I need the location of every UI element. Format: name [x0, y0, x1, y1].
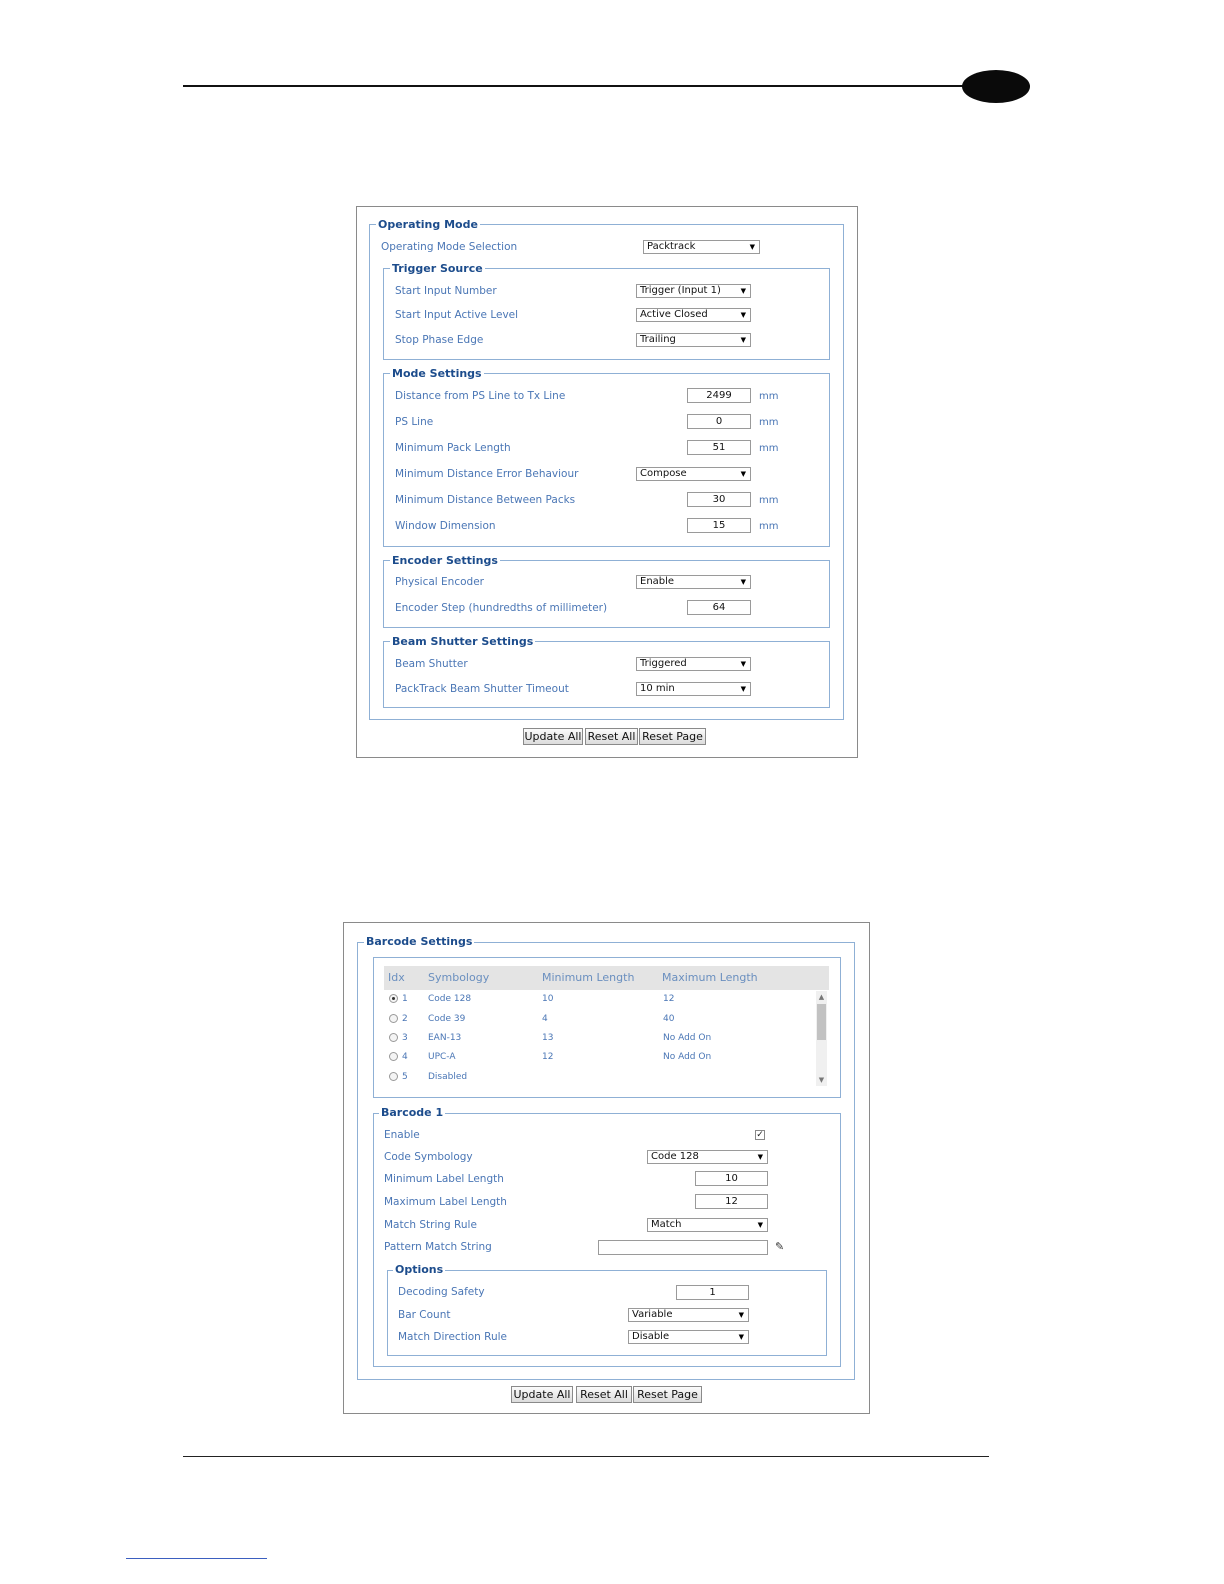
chevron-down-icon: ▼ [740, 470, 746, 478]
barcode-update-all-button[interactable]: Update All [511, 1386, 573, 1403]
trigger-source-title: Trigger Source [392, 262, 483, 275]
distance-ps-tx-label: Distance from PS Line to Tx Line [395, 390, 566, 402]
match-direction-rule-value: Disable [632, 1331, 670, 1342]
update-all-button[interactable]: Update All [524, 730, 582, 743]
operating-mode-selection-dropdown[interactable] [643, 240, 760, 254]
table-cell-idx: 5 [402, 1072, 408, 1082]
beam-shutter-timeout-label: PackTrack Beam Shutter Timeout [395, 683, 569, 695]
reset-page-button[interactable]: Reset Page [639, 728, 706, 745]
chevron-down-icon: ▼ [738, 1311, 744, 1319]
min-distance-error-dropdown[interactable] [636, 467, 751, 481]
row-select-radio[interactable] [389, 994, 398, 1003]
table-scrollbar-thumb[interactable] [817, 1004, 826, 1040]
chevron-down-icon: ▼ [740, 287, 746, 295]
chevron-down-icon: ▼ [757, 1221, 763, 1229]
min-label-length-label: Minimum Label Length [384, 1173, 504, 1185]
barcode-reset-page-button[interactable]: Reset Page [633, 1386, 702, 1403]
bar-count-dropdown[interactable] [628, 1308, 749, 1322]
min-distance-error-label: Minimum Distance Error Behaviour [395, 468, 579, 480]
chevron-down-icon: ▼ [740, 660, 746, 668]
reset-all-button[interactable]: Reset All [585, 728, 638, 745]
pattern-match-string-input[interactable] [598, 1240, 768, 1255]
table-cell-max: 12 [663, 994, 675, 1004]
options-title: Options [395, 1263, 444, 1276]
beam-shutter-timeout-value: 10 min [640, 683, 675, 694]
chevron-down-icon: ▼ [740, 311, 746, 319]
stop-phase-edge-value: Trailing [640, 334, 676, 345]
physical-encoder-label: Physical Encoder [395, 576, 484, 588]
stop-phase-edge-label: Stop Phase Edge [395, 334, 484, 346]
scroll-up-arrow-icon[interactable]: ▲ [818, 993, 825, 1001]
pencil-edit-icon[interactable]: ✎ [775, 1240, 785, 1253]
beam-shutter-label: Beam Shutter [395, 658, 468, 670]
code-symbology-dropdown[interactable] [647, 1150, 768, 1164]
table-cell-max: No Add On [663, 1052, 712, 1062]
table-cell-symbology: Disabled [428, 1072, 468, 1082]
decoding-safety-input[interactable]: 1 [676, 1285, 749, 1300]
window-dimension-label: Window Dimension [395, 520, 496, 532]
table-cell-min: 10 [542, 994, 554, 1004]
min-distance-between-input[interactable]: 30 [687, 492, 751, 507]
pattern-match-string-label: Pattern Match String [384, 1241, 492, 1253]
beam-shutter-timeout-dropdown[interactable] [636, 682, 751, 696]
table-cell-idx: 2 [402, 1014, 408, 1024]
operating-mode-title: Operating Mode [378, 218, 478, 231]
operating-mode-selection-value: Packtrack [647, 241, 696, 252]
match-string-rule-dropdown[interactable] [647, 1218, 768, 1232]
table-cell-idx: 4 [402, 1052, 408, 1062]
match-string-rule-value: Match [651, 1219, 682, 1230]
beam-shutter-fieldset [383, 641, 830, 708]
beam-shutter-dropdown[interactable] [636, 657, 751, 671]
start-input-number-value: Trigger (Input 1) [640, 285, 721, 296]
match-string-rule-label: Match String Rule [384, 1219, 477, 1231]
footer-rule [183, 1456, 989, 1457]
table-cell-idx: 1 [402, 994, 408, 1004]
ps-line-input[interactable]: 0 [687, 414, 751, 429]
beam-shutter-title: Beam Shutter Settings [392, 635, 534, 648]
bar-count-value: Variable [632, 1309, 673, 1320]
row-select-radio[interactable] [389, 1072, 398, 1081]
beam-shutter-value: Triggered [640, 658, 687, 669]
column-header-symbology: Symbology [428, 971, 490, 984]
barcode1-title: Barcode 1 [381, 1106, 444, 1119]
start-input-active-level-label: Start Input Active Level [395, 309, 519, 321]
table-cell-max: No Add On [663, 1033, 712, 1043]
ps-line-label: PS Line [395, 416, 434, 428]
table-cell-min: 13 [542, 1033, 554, 1043]
enable-checkbox[interactable]: ✓ [756, 1130, 764, 1140]
decoding-safety-label: Decoding Safety [398, 1286, 485, 1298]
start-input-active-level-value: Active Closed [640, 309, 708, 320]
start-input-number-label: Start Input Number [395, 285, 497, 297]
chevron-down-icon: ▼ [740, 685, 746, 693]
row-select-radio[interactable] [389, 1014, 398, 1023]
distance-ps-tx-input[interactable]: 2499 [687, 388, 751, 403]
distance-ps-tx-unit: mm [759, 391, 779, 402]
physical-encoder-dropdown[interactable] [636, 575, 751, 589]
chevron-down-icon: ▼ [749, 243, 755, 251]
row-select-radio[interactable] [389, 1052, 398, 1061]
min-distance-between-unit: mm [759, 495, 779, 506]
match-direction-rule-dropdown[interactable] [628, 1330, 749, 1344]
min-pack-length-label: Minimum Pack Length [395, 442, 511, 454]
footer-link-underline [126, 1558, 267, 1559]
match-direction-rule-label: Match Direction Rule [398, 1331, 508, 1343]
table-cell-symbology: Code 128 [428, 994, 472, 1004]
operating-mode-selection-label: Operating Mode Selection [381, 241, 518, 253]
encoder-step-input[interactable]: 64 [687, 600, 751, 615]
encoder-step-label: Encoder Step (hundredths of millimeter) [395, 602, 608, 614]
row-select-radio[interactable] [389, 1033, 398, 1042]
table-cell-max: 40 [663, 1014, 675, 1024]
encoder-settings-fieldset [383, 560, 830, 628]
table-cell-min: 4 [542, 1014, 548, 1024]
barcode-reset-all-button[interactable]: Reset All [576, 1386, 632, 1403]
column-header-max-length: Maximum Length [662, 971, 758, 984]
min-pack-length-input[interactable]: 51 [687, 440, 751, 455]
chapter-tab-marker [962, 70, 1030, 103]
table-cell-symbology: UPC-A [428, 1052, 456, 1062]
table-cell-symbology: EAN-13 [428, 1033, 462, 1043]
window-dimension-input[interactable]: 15 [687, 518, 751, 533]
header-rule [183, 85, 968, 87]
chevron-down-icon: ▼ [738, 1333, 744, 1341]
physical-encoder-value: Enable [640, 576, 675, 587]
bar-count-label: Bar Count [398, 1309, 451, 1321]
min-distance-between-label: Minimum Distance Between Packs [395, 494, 576, 506]
encoder-settings-title: Encoder Settings [392, 554, 498, 567]
scroll-down-arrow-icon[interactable]: ▼ [818, 1076, 825, 1084]
barcode-settings-title: Barcode Settings [366, 935, 473, 948]
min-pack-length-unit: mm [759, 443, 779, 454]
column-header-min-length: Minimum Length [542, 971, 635, 984]
min-label-length-input[interactable]: 10 [695, 1171, 768, 1186]
table-cell-symbology: Code 39 [428, 1014, 466, 1024]
ps-line-unit: mm [759, 417, 779, 428]
table-cell-min: 12 [542, 1052, 554, 1062]
chevron-down-icon: ▼ [740, 336, 746, 344]
max-label-length-input[interactable]: 12 [695, 1194, 768, 1209]
column-header-idx: Idx [388, 971, 405, 984]
mode-settings-title: Mode Settings [392, 367, 482, 380]
chevron-down-icon: ▼ [757, 1153, 763, 1161]
min-distance-error-value: Compose [640, 468, 687, 479]
enable-label: Enable [384, 1129, 420, 1141]
table-cell-idx: 3 [402, 1033, 408, 1043]
max-label-length-label: Maximum Label Length [384, 1196, 507, 1208]
code-symbology-value: Code 128 [651, 1151, 699, 1162]
stop-phase-edge-dropdown[interactable] [636, 333, 751, 347]
chevron-down-icon: ▼ [740, 578, 746, 586]
window-dimension-unit: mm [759, 521, 779, 532]
start-input-active-level-dropdown[interactable] [636, 308, 751, 322]
start-input-number-dropdown[interactable] [636, 284, 751, 298]
code-symbology-label: Code Symbology [384, 1151, 473, 1163]
